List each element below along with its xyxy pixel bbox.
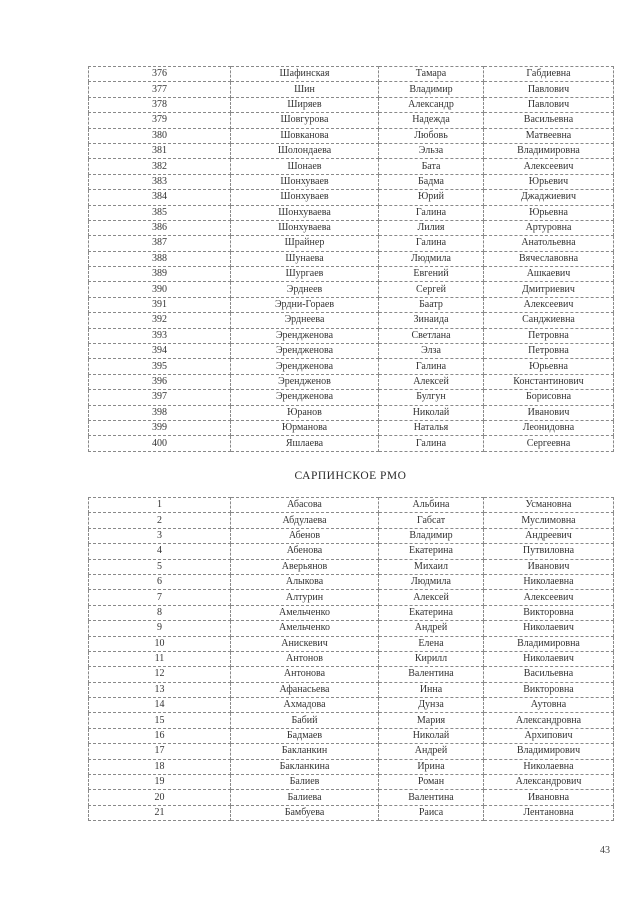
cell-patronymic: Матвеевна — [484, 128, 614, 143]
cell-surname: Эрендженова — [231, 328, 379, 343]
table-row — [89, 513, 614, 528]
cell-name: Бата — [379, 159, 484, 174]
cell-surname: Шунаева — [231, 251, 379, 266]
cell-name: Владимир — [379, 528, 484, 543]
table-row — [89, 82, 614, 97]
cell-name: Галина — [379, 236, 484, 251]
cell-surname: Эрдни-Гораев — [231, 297, 379, 312]
cell-name: Валентина — [379, 667, 484, 682]
cell-name: Лилия — [379, 220, 484, 235]
cell-patronymic: Константинович — [484, 374, 614, 389]
table-row — [89, 297, 614, 312]
table-row — [89, 190, 614, 205]
cell-patronymic: Иванович — [484, 405, 614, 420]
cell-patronymic: Аутовна — [484, 698, 614, 713]
cell-surname: Шонхуваев — [231, 174, 379, 189]
cell-no: 398 — [89, 405, 231, 420]
table-row — [89, 420, 614, 435]
cell-name: Людмила — [379, 251, 484, 266]
cell-name: Тамара — [379, 67, 484, 82]
cell-no: 21 — [89, 805, 231, 820]
cell-patronymic: Иванович — [484, 559, 614, 574]
cell-surname: Балиева — [231, 790, 379, 805]
cell-patronymic: Васильевна — [484, 113, 614, 128]
cell-no: 8 — [89, 605, 231, 620]
cell-no: 378 — [89, 97, 231, 112]
cell-name: Светлана — [379, 328, 484, 343]
table-row — [89, 328, 614, 343]
cell-no: 386 — [89, 220, 231, 235]
cell-patronymic: Владимировна — [484, 143, 614, 158]
page-number: 43 — [600, 845, 610, 856]
table-row — [89, 790, 614, 805]
cell-patronymic: Павлович — [484, 82, 614, 97]
cell-no: 389 — [89, 267, 231, 282]
cell-patronymic: Викторовна — [484, 605, 614, 620]
table-row — [89, 636, 614, 651]
cell-name: Николай — [379, 405, 484, 420]
cell-surname: Абенов — [231, 528, 379, 543]
cell-name: Наталья — [379, 420, 484, 435]
cell-patronymic: Лентановна — [484, 805, 614, 820]
cell-surname: Бабий — [231, 713, 379, 728]
cell-name: Зинаида — [379, 313, 484, 328]
cell-no: 5 — [89, 559, 231, 574]
cell-name: Галина — [379, 205, 484, 220]
cell-surname: Шонхуваев — [231, 190, 379, 205]
table-row — [89, 344, 614, 359]
cell-surname: Балиев — [231, 775, 379, 790]
cell-name: Надежда — [379, 113, 484, 128]
table-row — [89, 359, 614, 374]
cell-patronymic: Габдиевна — [484, 67, 614, 82]
cell-surname: Бакланкин — [231, 744, 379, 759]
cell-patronymic: Сергеевна — [484, 436, 614, 451]
cell-patronymic: Алексеевич — [484, 297, 614, 312]
cell-surname: Эрендженова — [231, 390, 379, 405]
table-row — [89, 174, 614, 189]
cell-name: Дунза — [379, 698, 484, 713]
cell-patronymic: Васильевна — [484, 667, 614, 682]
cell-surname: Шин — [231, 82, 379, 97]
cell-name: Валентина — [379, 790, 484, 805]
table-row — [89, 667, 614, 682]
cell-no: 393 — [89, 328, 231, 343]
table-row — [89, 374, 614, 389]
table-row — [89, 128, 614, 143]
table2-body — [89, 498, 614, 821]
cell-no: 396 — [89, 374, 231, 389]
cell-no: 399 — [89, 420, 231, 435]
cell-no: 377 — [89, 82, 231, 97]
cell-name: Галина — [379, 436, 484, 451]
cell-patronymic: Юрьевна — [484, 359, 614, 374]
cell-name: Габсат — [379, 513, 484, 528]
table1-body — [89, 67, 614, 452]
cell-patronymic: Юрьевна — [484, 205, 614, 220]
cell-name: Бадма — [379, 174, 484, 189]
cell-patronymic: Алексеевич — [484, 590, 614, 605]
cell-name: Инна — [379, 682, 484, 697]
cell-surname: Яшлаева — [231, 436, 379, 451]
cell-patronymic: Дмитриевич — [484, 282, 614, 297]
table-row — [89, 251, 614, 266]
cell-patronymic: Петровна — [484, 328, 614, 343]
cell-patronymic: Артуровна — [484, 220, 614, 235]
cell-surname: Юрманова — [231, 420, 379, 435]
voter-table-part2 — [88, 497, 614, 821]
table-row — [89, 759, 614, 774]
table-row — [89, 143, 614, 158]
cell-patronymic: Владимировна — [484, 636, 614, 651]
cell-no: 15 — [89, 713, 231, 728]
table-row — [89, 67, 614, 82]
cell-name: Екатерина — [379, 605, 484, 620]
cell-patronymic: Павлович — [484, 97, 614, 112]
cell-patronymic: Петровна — [484, 344, 614, 359]
table-row — [89, 436, 614, 451]
cell-no: 376 — [89, 67, 231, 82]
cell-patronymic: Владимирович — [484, 744, 614, 759]
cell-surname: Шургаев — [231, 267, 379, 282]
cell-patronymic: Юрьевич — [484, 174, 614, 189]
cell-patronymic: Андреевич — [484, 528, 614, 543]
cell-patronymic: Вячеславовна — [484, 251, 614, 266]
cell-surname: Шонхуваева — [231, 205, 379, 220]
cell-name: Раиса — [379, 805, 484, 820]
cell-surname: Эрднеева — [231, 313, 379, 328]
cell-no: 380 — [89, 128, 231, 143]
cell-no: 383 — [89, 174, 231, 189]
cell-no: 395 — [89, 359, 231, 374]
cell-name: Михаил — [379, 559, 484, 574]
cell-name: Александр — [379, 97, 484, 112]
table-row — [89, 805, 614, 820]
cell-no: 391 — [89, 297, 231, 312]
cell-name: Роман — [379, 775, 484, 790]
cell-surname: Бамбуева — [231, 805, 379, 820]
cell-name: Владимир — [379, 82, 484, 97]
cell-patronymic: Ашкаевич — [484, 267, 614, 282]
cell-no: 387 — [89, 236, 231, 251]
cell-surname: Шрайнер — [231, 236, 379, 251]
cell-patronymic: Борисовна — [484, 390, 614, 405]
table-row — [89, 559, 614, 574]
cell-patronymic: Николаевна — [484, 574, 614, 589]
cell-no: 385 — [89, 205, 231, 220]
cell-no: 392 — [89, 313, 231, 328]
table-row — [89, 528, 614, 543]
cell-surname: Шонхуваева — [231, 220, 379, 235]
table-row — [89, 621, 614, 636]
cell-no: 7 — [89, 590, 231, 605]
table-row — [89, 744, 614, 759]
cell-surname: Бакланкина — [231, 759, 379, 774]
cell-surname: Шонаев — [231, 159, 379, 174]
table-row — [89, 698, 614, 713]
table-row — [89, 97, 614, 112]
table-row — [89, 590, 614, 605]
cell-no: 13 — [89, 682, 231, 697]
cell-name: Мария — [379, 713, 484, 728]
table-row — [89, 236, 614, 251]
table-row — [89, 728, 614, 743]
cell-name: Людмила — [379, 574, 484, 589]
cell-no: 1 — [89, 498, 231, 513]
table-row — [89, 113, 614, 128]
cell-name: Баатр — [379, 297, 484, 312]
table-row — [89, 205, 614, 220]
cell-name: Николай — [379, 728, 484, 743]
cell-surname: Амельченко — [231, 605, 379, 620]
cell-patronymic: Николаевич — [484, 621, 614, 636]
table-row — [89, 313, 614, 328]
table-row — [89, 405, 614, 420]
cell-name: Ирина — [379, 759, 484, 774]
cell-patronymic: Муслимовна — [484, 513, 614, 528]
cell-name: Евгений — [379, 267, 484, 282]
table-row — [89, 282, 614, 297]
cell-surname: Эрендженов — [231, 374, 379, 389]
cell-surname: Афанасьева — [231, 682, 379, 697]
cell-name: Булгун — [379, 390, 484, 405]
cell-name: Андрей — [379, 744, 484, 759]
cell-surname: Амельченко — [231, 621, 379, 636]
cell-surname: Ширяев — [231, 97, 379, 112]
cell-no: 381 — [89, 143, 231, 158]
cell-patronymic: Анатольевна — [484, 236, 614, 251]
cell-patronymic: Николаевич — [484, 651, 614, 666]
cell-patronymic: Ивановна — [484, 790, 614, 805]
table-row — [89, 682, 614, 697]
cell-name: Любовь — [379, 128, 484, 143]
cell-no: 11 — [89, 651, 231, 666]
cell-patronymic: Путвиловна — [484, 544, 614, 559]
cell-no: 384 — [89, 190, 231, 205]
cell-surname: Шафинская — [231, 67, 379, 82]
cell-patronymic: Джаджиевич — [484, 190, 614, 205]
cell-no: 4 — [89, 544, 231, 559]
cell-patronymic: Леонидовна — [484, 420, 614, 435]
cell-no: 19 — [89, 775, 231, 790]
cell-surname: Абенова — [231, 544, 379, 559]
cell-name: Альбина — [379, 498, 484, 513]
cell-no: 382 — [89, 159, 231, 174]
cell-no: 397 — [89, 390, 231, 405]
cell-name: Алексей — [379, 590, 484, 605]
table-row — [89, 713, 614, 728]
cell-surname: Антонова — [231, 667, 379, 682]
cell-no: 400 — [89, 436, 231, 451]
cell-surname: Юранов — [231, 405, 379, 420]
cell-name: Алексей — [379, 374, 484, 389]
cell-name: Андрей — [379, 621, 484, 636]
cell-no: 14 — [89, 698, 231, 713]
cell-no: 388 — [89, 251, 231, 266]
cell-surname: Шолондаева — [231, 143, 379, 158]
section-heading: САРПИНСКОЕ РМО — [294, 470, 407, 482]
cell-patronymic: Архипович — [484, 728, 614, 743]
cell-name: Екатерина — [379, 544, 484, 559]
cell-patronymic: Алексеевич — [484, 159, 614, 174]
cell-no: 390 — [89, 282, 231, 297]
cell-no: 18 — [89, 759, 231, 774]
cell-no: 6 — [89, 574, 231, 589]
cell-name: Элза — [379, 344, 484, 359]
table-row — [89, 220, 614, 235]
cell-no: 20 — [89, 790, 231, 805]
table-row — [89, 574, 614, 589]
cell-no: 12 — [89, 667, 231, 682]
cell-no: 2 — [89, 513, 231, 528]
cell-surname: Алтурин — [231, 590, 379, 605]
cell-surname: Бадмаев — [231, 728, 379, 743]
cell-no: 379 — [89, 113, 231, 128]
cell-surname: Антонов — [231, 651, 379, 666]
voter-table-part1 — [88, 66, 614, 452]
cell-no: 9 — [89, 621, 231, 636]
cell-name: Сергей — [379, 282, 484, 297]
cell-patronymic: Санджиевна — [484, 313, 614, 328]
cell-surname: Ахмадова — [231, 698, 379, 713]
cell-no: 394 — [89, 344, 231, 359]
cell-surname: Шовканова — [231, 128, 379, 143]
cell-name: Кирилл — [379, 651, 484, 666]
cell-name: Елена — [379, 636, 484, 651]
cell-surname: Эрднеев — [231, 282, 379, 297]
cell-surname: Эрендженова — [231, 344, 379, 359]
table-row — [89, 775, 614, 790]
table-row — [89, 605, 614, 620]
cell-patronymic: Александрович — [484, 775, 614, 790]
table-row — [89, 651, 614, 666]
cell-surname: Анискевич — [231, 636, 379, 651]
cell-name: Юрий — [379, 190, 484, 205]
cell-patronymic: Александровна — [484, 713, 614, 728]
cell-no: 10 — [89, 636, 231, 651]
table-row — [89, 159, 614, 174]
table-row — [89, 267, 614, 282]
cell-surname: Алыкова — [231, 574, 379, 589]
table-row — [89, 390, 614, 405]
cell-patronymic: Викторовна — [484, 682, 614, 697]
table-row — [89, 498, 614, 513]
cell-surname: Аверьянов — [231, 559, 379, 574]
cell-surname: Абасова — [231, 498, 379, 513]
cell-name: Эльза — [379, 143, 484, 158]
cell-no: 17 — [89, 744, 231, 759]
table-row — [89, 544, 614, 559]
cell-name: Галина — [379, 359, 484, 374]
cell-patronymic: Николаевна — [484, 759, 614, 774]
cell-surname: Шовгурова — [231, 113, 379, 128]
cell-no: 3 — [89, 528, 231, 543]
cell-surname: Абдулаева — [231, 513, 379, 528]
cell-patronymic: Усмановна — [484, 498, 614, 513]
cell-no: 16 — [89, 728, 231, 743]
cell-surname: Эрендженова — [231, 359, 379, 374]
